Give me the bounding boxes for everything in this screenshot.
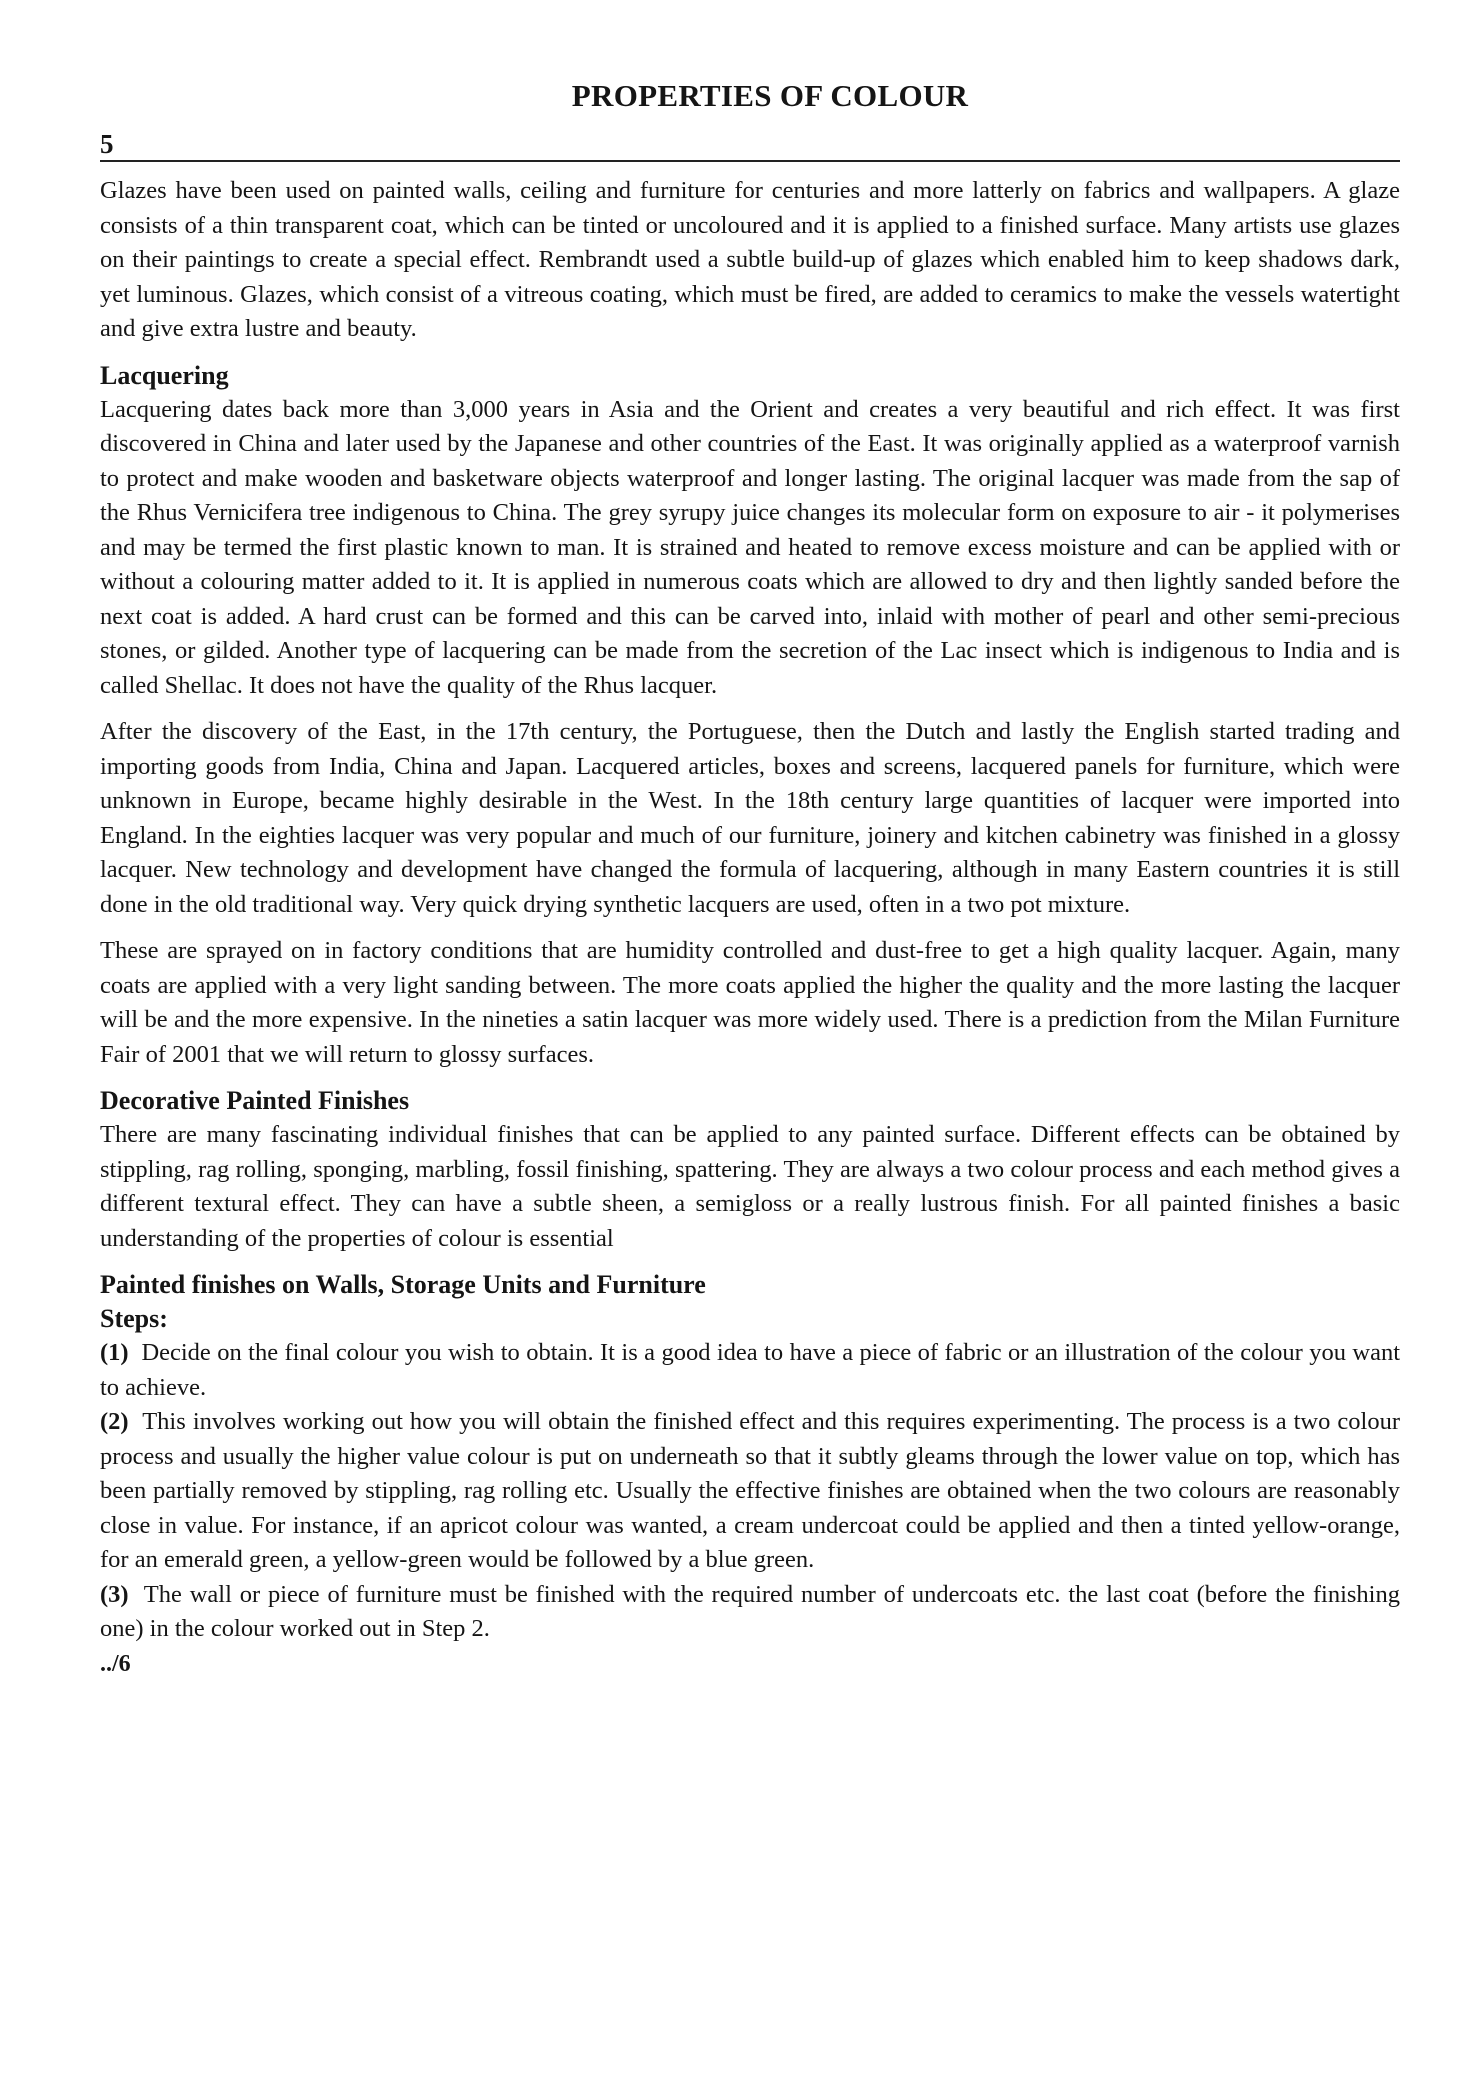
section-heading-painted-finishes: Painted finishes on Walls, Storage Units and Furniture [100,1270,706,1299]
page-title: PROPERTIES OF COLOUR [571,78,969,113]
step-item [100,1405,1400,1578]
step-text: Decide on the final colour you wish to obtain. It is a good idea to have a piece of fabric or an illustration of the colour you want to achieve. [100,1339,1401,1401]
step-label: (2) [100,1408,129,1435]
lacquering-paragraph-1: Lacquering dates back more than 3,000 years in Asia and the Orient and creates a very beautiful and rich effect. It was first discovered in China and later used by the Japanese and other countries of the East. It was originally applied as a waterproof varnish to protect and make wooden and basketware objects waterproof and longer lasting. The original lacquer was made from the sap of the Rhus Vernicifera tree indigenous to China. The grey syrupy juice changes its molecular form on exposure to air - it polymerises and may be termed the first plastic known to man. It is strained and heated to remove excess moisture and can be applied with or without a colouring matter added to it. It is applied in numerous coats which are allowed to dry and then lightly sanded before the next coat is added. A hard crust can be formed and this can be carved into, inlaid with mother of pearl and other semi-precious stones, or gilded. Another type of lacquering can be made from the secretion of the Lac insect which is indigenous to India and is called Shellac. It does not have the quality of the Rhus lacquer. [100,395,1400,699]
decorative-paragraph: There are many fascinating individual finishes that can be applied to any painted surface. Different effects can be obtained by stippling, rag rolling, sponging, marbling, fossil finishing, spattering. They are always a two colour process and each method gives a different textural effect. They can have a subtle sheen, a semigloss or a really lustrous finish. For all painted finishes a basic understanding of the properties of colour is essential [100,1121,1400,1252]
section-heading-decorative: Decorative Painted Finishes [100,1086,410,1115]
step-label: (3) [100,1580,129,1608]
step-text: This involves working out how you will obtain the finished effect and this requires experimenting. The process is a two colour process and usually the higher value colour is put on underneath so that it subtly gleams through the lower value on top, which has been partially removed by stippling, rag rolling etc. Usually the effective finishes are obtained when the two colours are reasonably close in value. For instance, if an apricot colour was wanted, a cream undercoat could be applied and then a tinted yellow-orange, for an emerald green, a yellow-green would be followed by a blue green. [100,1408,1400,1573]
header-rule [100,126,1400,162]
step-item [100,1578,1400,1647]
step-label: (1) [100,1339,129,1366]
steps-heading: Steps: [100,1304,168,1333]
document-page [100,78,1400,1678]
step-item [100,1336,1400,1405]
glazes-paragraph: Glazes have been used on painted walls, ceiling and furniture for centuries and more latterly on fabrics and wallpapers. A glaze consists of a thin transparent coat, which can be tinted or uncoloured and it is applied to a finished surface. Many artists use glazes on their paintings to create a special effect. Rembrandt used a subtle build-up of glazes which enabled him to keep shadows dark, yet luminous. Glazes, which consist of a vitreous coating, which must be fired, are added to ceramics to make the vessels watertight and give extra lustre and beauty. [100,177,1400,342]
page-number: 5 [100,129,114,159]
step-text: The wall or piece of furniture must be finished with the required number of undercoats etc. the last coat (before the finishing one) in the colour worked out in Step 2. [100,1580,1400,1642]
document-body [100,174,1400,1678]
section-heading-lacquering: Lacquering [100,360,229,390]
lacquering-paragraph-3: These are sprayed on in factory conditions that are humidity controlled and dust-free to get a high quality lacquer. Again, many coats are applied with a very light sanding between. The more coats applied the higher the quality and the more lasting the lacquer will be and the more expensive. In the nineties a satin lacquer was more widely used. There is a prediction from the Milan Furniture Fair of 2001 that we will return to glossy surfaces. [100,937,1400,1068]
lacquering-paragraph-2: After the discovery of the East, in the 17th century, the Portuguese, then the Dutch and lastly the English started trading and importing goods from India, China and Japan. Lacquered articles, boxes and screens, lacquered panels for furniture, which were unknown in Europe, became highly desirable in the West. In the 18th century large quantities of lacquer were imported into England. In the eighties lacquer was very popular and much of our furniture, joinery and kitchen cabinetry was finished in a glossy lacquer. New technology and development have changed the formula of lacquering, although in many Eastern countries it is still done in the old traditional way. Very quick drying synthetic lacquers are used, often in a two pot mixture. [100,718,1400,918]
continuation-marker: ../6 [100,1650,131,1677]
